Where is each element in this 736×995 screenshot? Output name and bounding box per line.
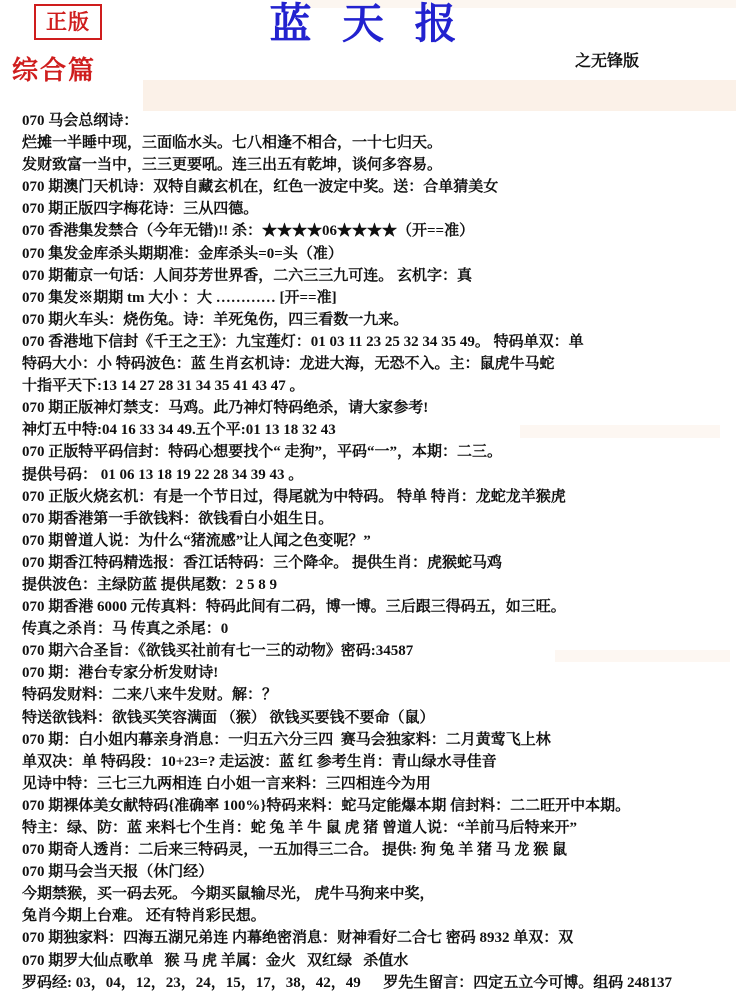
report-line: 070 期香港 6000 元传真料：特码此间有二码，博一博。三后跟三得码五，如三旺。: [22, 599, 566, 616]
report-line: 070 香港集发禁合（今年无错)!! 杀：★★★★06★★★★（开==准）: [22, 223, 475, 240]
genuine-edition-badge: 正版: [34, 4, 102, 40]
report-line: 见诗中特：三七三九两相连 白小姐一言来料：三四相连今为用: [22, 775, 431, 792]
report-line: 070 期澳门天机诗：双特自藏玄机在，红色一波定中奖。送：合单猜美女: [22, 179, 499, 196]
report-line: 070 正版特平码信封：特码心想要找个“ 走狗”，平码“一”，本期：二三。: [22, 444, 503, 461]
report-line: 发财致富一当中，三三更要吼。连三出五有乾坤，谈何多容易。: [22, 157, 443, 174]
report-line: 十指平天下:13 14 27 28 31 34 35 41 43 47 。: [22, 378, 305, 395]
report-line: 070 期独家料：四海五湖兄弟连 内幕绝密消息：财神看好二合七 密码 8932 单双：双: [22, 930, 574, 947]
report-line: 提供波色：主绿防蓝 提供尾数：2 5 8 9: [22, 576, 278, 593]
report-line: 070 期裸体美女献特码{准确率 100%}特码来料：蛇马定能爆本期 信封料：二二旺开中本期。: [22, 797, 631, 814]
report-line: 今期禁猴，买一码去死。 今期买鼠输尽光， 虎牛马狗来中奖，: [22, 886, 435, 903]
section-heading: 综合篇: [12, 56, 97, 85]
report-line: 070 正版火烧玄机：有是一个节日过，得尾就为中特码。 特单 特肖：龙蛇龙羊猴虎: [22, 488, 566, 505]
report-line: 传真之杀肖：马 传真之杀尾：0: [22, 621, 229, 638]
report-line: 070 期曾道人说：为什么“猪流感”让人闻之色变呢？”: [22, 532, 371, 549]
report-line: 070 期六合圣旨：《欲钱买社前有七一三的动物》密码:34587: [22, 643, 414, 660]
report-line: 070 期香江特码精选报：香江话特码：三个降伞。 提供生肖：虎猴蛇马鸡: [22, 554, 503, 571]
report-line: 兔肖今期上台难。 还有特肖彩民想。: [22, 908, 266, 925]
report-line: 单双决：单 特码段：10+23=? 走运波：蓝 红 参考生肖：青山绿水寻佳音: [22, 753, 497, 770]
report-line: 070 期马会当天报（休门经）: [22, 864, 214, 881]
report-line: 070 期香港第一手欲钱料：欲钱看白小姐生日。: [22, 510, 334, 527]
report-line: 特主：绿、防：蓝 来料七个生肖：蛇 兔 羊 牛 鼠 虎 猪 曾道人说：“羊前马后特来开”: [22, 820, 578, 836]
report-line: 070 期奇人透肖：二后来三特码灵，一五加得三二合。 提供: 狗 兔 羊 猪 马 龙 猴 鼠: [22, 842, 567, 859]
edition-label: 之无锋版: [575, 53, 640, 70]
report-line: 070 期葡京一句话：人间芬芳世界香，二六三三九可连。 玄机字：真: [22, 267, 473, 284]
report-line: 070 集发※期期 tm 大小 ：大 ………… [开==准]: [22, 289, 337, 306]
report-line: 070 期：白小姐内幕亲身消息：一归五六分三四 赛马会独家料：二月黄莺飞上林: [22, 731, 551, 748]
report-line: 070 期正版神灯禁支：马鸡。此乃神灯特码绝杀，请大家参考!: [22, 400, 429, 417]
report-line: 特送欲钱料：欲钱买笑容满面 （猴） 欲钱买要钱不要命（鼠）: [22, 709, 435, 726]
report-line: 提供号码： 01 06 13 18 19 22 28 34 39 43 。: [22, 466, 304, 483]
report-line: 070 期：港台专家分析发财诗!: [22, 665, 219, 682]
report-line: 烂摊一半睡中现，三面临水头。七八相逢不相合，一十七归天。: [22, 135, 443, 152]
watermark-strip: [143, 80, 736, 111]
report-line: 070 集发金库杀头期期准：金库杀头=0=头（准）: [22, 245, 343, 262]
report-body: [22, 109, 736, 993]
report-line: 特码大小：小 特码波色：蓝 生肖玄机诗：龙进大海，无恐不入。主：鼠虎牛马蛇: [22, 356, 555, 373]
report-line: 070 期正版四字梅花诗：三从四德。: [22, 201, 259, 218]
report-line: 070 马会总纲诗：: [22, 113, 139, 129]
report-line: 神灯五中特:04 16 33 34 49.五个平:01 13 18 32 43: [22, 422, 336, 439]
report-line: 罗码经: 03，04，12，23，24，15，17，38，42，49 罗先生留言：四定五立今可博。组码 248137: [22, 974, 672, 991]
report-line: 070 香港地下信封《千王之王》：九宝莲灯：01 03 11 23 25 32 34 35 49。 特码单双：单: [22, 333, 584, 350]
page-title: 蓝 天 报: [269, 2, 467, 48]
report-line: 070 期火车头：烧伤兔。诗：羊死兔伤，四三看数一九来。: [22, 311, 409, 328]
report-line: 特码发财料：二来八来牛发财。解：？: [22, 687, 278, 704]
report-line: 070 期罗大仙点歌单 猴 马 虎 羊属：金火 双红绿 杀值水: [22, 952, 409, 969]
